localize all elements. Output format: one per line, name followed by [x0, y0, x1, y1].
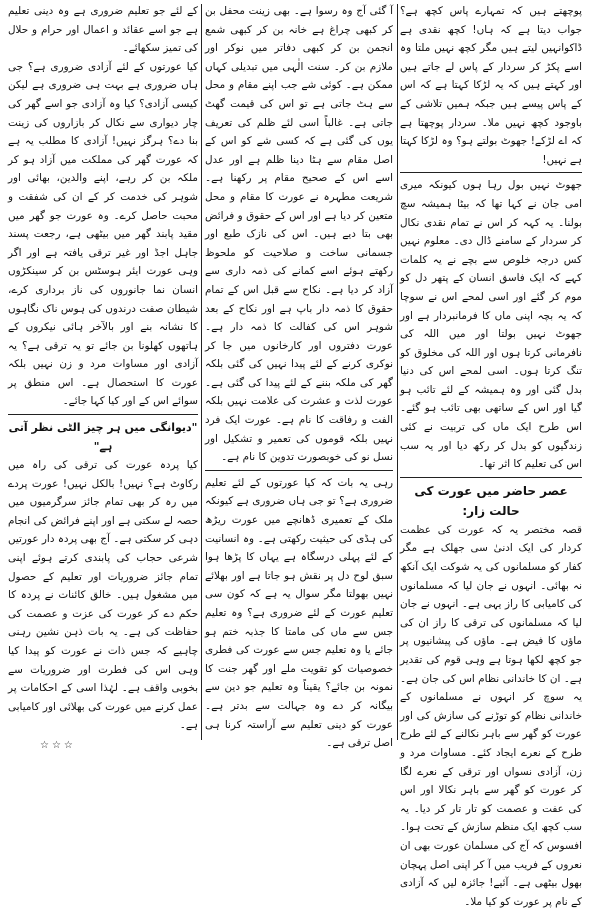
column-left: [8, 2, 198, 744]
column-middle: [205, 2, 393, 750]
column-right: [400, 2, 582, 908]
column-middle-body-2: رہی یہ بات کہ کیا عورتوں کے لئے تعلیم ضروری ہے؟ تو جی ہاں ضروری ہے کیونکہ ملک کے تعمیری ڈھانچے میں عورت ریڑھ کی ہڈی کی حیثیت رکھتی ہے۔ وہ انسانیت کے لئے پہلی درسگاہ ہے یہاں کا پڑھا ہوا سبق لوح دل پر نقش ہو جاتا ہے اور بھلائے نہیں بھولتا مگر سوال یہ ہے کہ کون سی تعلیم عورت کے لئے ضروری ہے؟ وہ تعلیم جس سے ماں کی مامتا کا جذبہ ختم ہو جائے یا وہ تعلیم جس سے عورت کی فطری خصوصیات کو تقویت ملے اور گھر جنت کا نمونہ بن جائے؟ یقیناً وہ تعلیم جو دین سے بیگانہ کر دے وہ جہالت سے بدتر ہے۔ عورت کو دینی تعلیم سے آراستہ کرنا ہی اصل ترقی ہے۔: [205, 476, 393, 750]
column-left-question-veil: کیا پردہ عورت کی ترقی کی راہ میں رکاوٹ ہے؟ نہیں! بالکل نہیں! عورت پردے میں رہ کر بھی تمام جائز سرگرمیوں میں حصہ لے سکتی ہے اور اپنے فرائض کی انجام دہی کر سکتی ہے۔ آج بھی پردہ دار عورتیں شرعی حجاب کی پابندی کرتے ہوئے اپنی تمام جائز ضروریات اور تعلیم کے حصول میں مشغول ہیں۔ خالق کائنات نے پردہ کا حکم دے کر عورت کی عزت و عصمت کی حفاظت کی ہے۔ یہ بات ذہن نشین رہنی چاہیے کہ جس ذات نے عورت کو پیدا کیا وہی اس کی فطرت اور ضروریات سے بخوبی واقف ہے۔ لہٰذا اسی کے احکامات پر عمل کرنے میں عورت کی بھلائی اور کامیابی ہے۔: [8, 459, 198, 732]
column-right-intro: پوچھتے ہیں کہ تمہارے پاس کچھ ہے؟ جواب دیتا ہے کہ ہاں! کچھ نقدی ہے ڈاکوانہیں لیتے ہیں مگر کچھ نہیں ملتا وہ اسے پکڑ کر سردار کے پاس لے جاتے ہیں اور کہتے ہیں کہ یہ لڑکا کہتا ہے کہ اس کے پاس پیسے ہیں جبکہ ہمیں تلاشی کے باوجود کچھ نہیں ملا۔ سردار پوچھتا ہے کہ اے لڑکے! جھوٹ بولتے ہو؟ وہ لڑکا کہتا ہے نہیں!: [400, 5, 582, 166]
column-left-body: کے لئے جو تعلیم ضروری ہے وہ دینی تعلیم ہے جو اسے عقائد و اعمال اور حرام و حلال کی تمیز سکھائے۔: [8, 5, 198, 55]
verse-quote: "دیوانگی میں ہر چیز الٹی نظر آتی ہے": [8, 421, 198, 454]
section-divider: [8, 414, 198, 415]
section-divider: [205, 470, 393, 471]
section-divider: [400, 477, 582, 478]
end-stars: ☆☆☆: [40, 740, 76, 751]
column-middle-body: آ گئی آج وہ رسوا ہے۔ بھی زینت محفل بن کر کبھی چراغ ہے خانہ بن کر کبھی شمع انجمن بن کر کبھی دفاتر میں نوکر اور ملازم بن کر۔ سنت الٰہی میں تبدیلی کہاں ممکن ہے۔ کوئی شے جب اپنے مقام و محل سے ہٹ جاتی ہے تو اس کی قیمت گھٹ جاتی ہے۔ غالباً اسی لئے ظلم کی تعریف یوں کی گئی ہے کہ کسی شے کو اس کے اصل مقام سے ہٹا دینا ظلم ہے اور عدل اسے اس کے صحیح مقام پر رکھنا ہے۔ شریعت مطہرہ نے عورت کا مقام و محل متعین کر دیا ہے اور اس کے حقوق و فرائض بھی بتا دیے ہیں۔ اس کی نازک طبع اور جسمانی ساخت و صلاحیت کو ملحوظ رکھتے ہوئے اسے کمانے کی ذمہ داری سے آزاد کر دیا ہے۔ نکاح سے قبل اس کے تمام حقوق کا ذمہ دار باپ ہے اور نکاح کے بعد شوہر اس کی کفالت کا ذمہ دار ہے۔ عورت دفتروں اور کارخانوں میں جا کر نوکری کرنے کے لئے پیدا نہیں کی گئی بلکہ گھر کی ملکہ بننے کے لئے پیدا کی گئی ہے۔ عورت لذت و عشرت کی علامت نہیں بلکہ الفت و رفاقت کا نام ہے۔ عورت ایک فرد نہیں بلکہ قوموں کی تعمیر و تشکیل اور نسل نو کی خوبصورت تدوین کا نام ہے۔: [205, 5, 393, 464]
section-divider: [400, 172, 582, 173]
column-divider: [397, 4, 398, 740]
column-divider: [201, 4, 202, 740]
section-heading: عصر حاضر میں عورت کی حالت زار:: [414, 483, 568, 518]
column-left-question-freedom: کیا عورتوں کے لئے آزادی ضروری ہے؟ جی ہاں ضروری ہے بہت ہی ضروری ہے لیکن کیسی آزادی؟ کیا وہ آزادی جو اسے گھر کی چار دیواری سے نکال کر بازاروں کی زینت بنا دے؟ ہرگز نہیں! آزادی کا مطلب یہ ہے کہ عورت گھر کی مملکت میں آزاد ہو کر ملکہ بن کر رہے، اپنے والدین، بھائی اور شوہر کی خدمت کر کے ان کی شفقت و محبت حاصل کرے۔ وہ عورت جو گھر میں مقید پابند گھر میں بیٹھی ہے، رجعت پسند جاہل اجڈ اور غیر ترقی یافتہ ہے اور اگر وہی عورت ایئر ہوسٹس بن کر سینکڑوں انسان نما جانوروں کی ناز برداری کرے، شیطان صفت درندوں کی ہوس ناک نگاہوں کا نشانہ بنے اور بالآخر ہائی نیکروں کے ہاتھوں کھلونا بن جائے تو یہ ترقی ہے؟ یہ آزادی اور مساوات مرد و زن نہیں بلکہ عورت کا استحصال ہے۔ اس منطق پر سوائے اس کے اور کیا کہا جائے۔: [8, 60, 198, 408]
column-right-body: جھوٹ نہیں بول رہا ہوں کیونکہ میری امی جان نے کہا تھا کہ بیٹا ہمیشہ سچ بولنا۔ یہ کہہ کر اس نے تمام نقدی نکال کر سردار کے سامنے ڈال دی۔ معلوم نہیں کس درجہ خلوص سے بچے نے یہ کلمات کہے کہ ایک فاسق انسان کے پتھر دل کو موم کر گئے اور اسی لمحے اس نے سوچا کہ یہ بچہ اپنی ماں کا فرمانبردار ہے اور جھوٹ نہیں بولتا اور میں اللہ کی نافرمانی کرتا ہوں اور اللہ کی مخلوق کو تنگ کرتا ہوں۔ اسی لمحے اس کی دنیا بدل گئی اور وہ ہمیشہ کے لئے تائب ہو گیا اور اس کے ساتھی بھی تائب ہو گئے۔ اس طرح ایک ماں کی تربیت نے کئی زندگیوں کو بدل کر رکھ دیا اور یہ سب اس کی تعلیم کا اثر تھا۔: [400, 179, 582, 471]
column-right-body-2: قصہ مختصر یہ کہ عورت کی عظمت کردار کی ایک ادنیٰ سی جھلک ہے مگر کفار کو مسلمانوں کی یہ شوکت ایک آنکھ نہ بھائی۔ انہوں نے جان لیا کہ مسلمانوں کی کامیابی کا راز یہی ہے۔ انہوں نے جان لیا کہ مسلمانوں کی ترقی کا راز ان کی ماؤں کا فیض ہے۔ ماؤں کی پیشانیوں پر جو کچھ لکھا ہوتا ہے وہی قوم کی تقدیر ہے۔ ان کا خاندانی نظام اس کی جان ہے۔ یہ سوچ کر انہوں نے مسلمانوں کے خاندانی نظام کو توڑنے کی سازش کی اور عورت کو گھر سے باہر نکالنے کے لئے طرح طرح کے نعرے ایجاد کئے۔ مساوات مرد و زن، آزادی نسواں اور ترقی کے نعرے لگا کر عورت کو گھر سے باہر نکالا اور اس کی عفت و عصمت کو تار تار کر دیا۔ یہ سب کچھ ایک منظم سازش کے تحت ہوا۔ افسوس کہ آج کی مسلمان عورت بھی ان نعروں کے فریب میں آ کر اپنی اصل پہچان بھول بیٹھی ہے۔ آئیے! جائزہ لیں کہ آزادی کے نام پر عورت کو کیا ملا۔: [400, 523, 582, 908]
